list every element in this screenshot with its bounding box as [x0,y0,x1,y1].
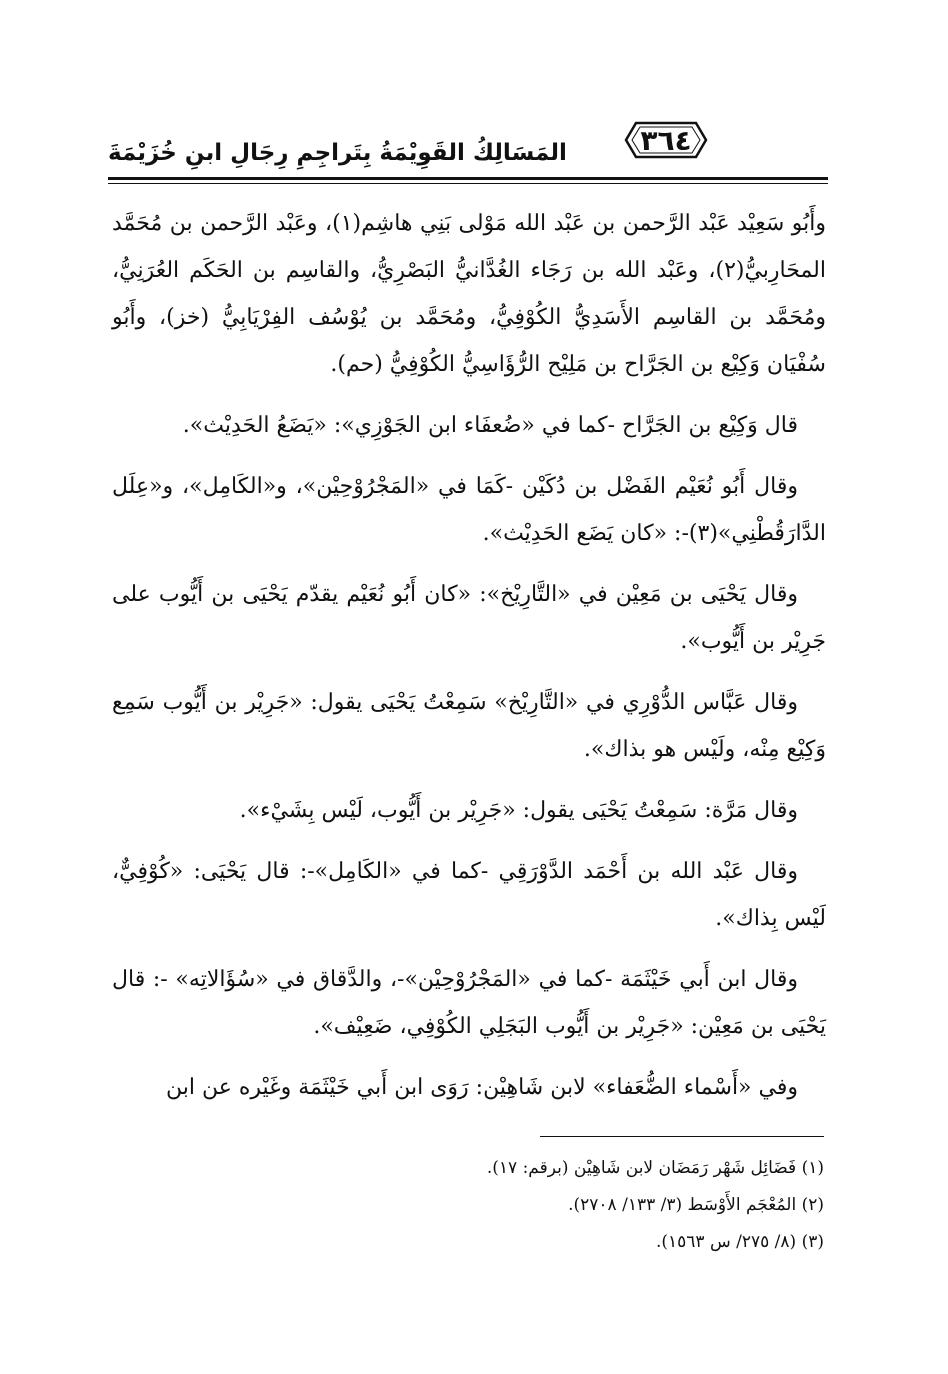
page-number-frame [624,120,708,160]
footnote-divider [540,1136,824,1137]
paragraph: وأَبُو سَعِيْد عَبْد الرَّحمن بن عَبْد الله مَوْلى بَنِي هاشِم(١)، وعَبْد الرَّحمن بن مُحَمَّد المحَارِبيُّ(٢)، وعَبْد الله بن رَجَاء الغُدَّانيُّ البَصْرِيُّ، والقاسِم بن الحَكَم العُرَنِيُّ، ومُحَمَّد بن القاسِم الأَسَدِيُّ الكُوْفِيُّ، ومُحَمَّد بن يُوْسُف الفِرْيَابِيُّ (خز)، وأَبُو سُفْيَان وَكِيْع بن الجَرَّاح بن مَلِيْح الرُّؤَاسِيُّ الكُوْفِيُّ (حم). [112,211,826,377]
header-rule [108,177,828,180]
footnote: (٢) المُعْجَم الأَوْسَط (٣/ ١٣٣/ ٢٧٠٨). [568,1195,824,1215]
page-header [108,118,828,180]
paragraph: قال وَكِيْع بن الجَرَّاح -كما في «ضُعفَاء ابن الجَوْزِي»: «يَضَعُ الحَدِيْث». [182,413,798,438]
paragraph: وقال يَحْيَى بن مَعِيْن في «التَّارِيْخ»: «كان أَبُو نُعَيْم يقدّم يَحْيَى بن أَيُّوب على جَرِيْر بن أَيُّوب». [112,582,826,654]
footnotes [400,1150,824,1261]
footnote: (١) فَضَائِل شَهْر رَمَضَان لابن شَاهِيْن (برقم: ١٧). [486,1158,824,1178]
main-text [112,200,826,1125]
running-title: المَسَالِكُ القَوِيْمَةُ بِتَراجِمِ رِجَالِ ابنِ خُزَيْمَةَ [108,140,567,166]
page-number: ٣٦٤ [640,123,692,157]
paragraph: وقال عَبْد الله بن أَحْمَد الدَّوْرَقِي -كما في «الكَامِل»-: قال يَحْيَى: «كُوْفِيٌّ، لَيْس بِذاك». [112,859,826,931]
paragraph: وفي «أَسْماء الضُّعَفاء» لابن شَاهِيْن: رَوَى ابن أَبي خَيْثَمَة وغَيْره عن ابن [166,1075,798,1100]
header-rule-thin [108,183,828,184]
paragraph: وقال أَبُو نُعَيْم الفَضْل بن دُكَيْن -كَمَا في «المَجْرُوْحِيْن»، و«الكَامِل»، و«عِلَل الدَّارَقُطْنِي»(٣)-: «كان يَضَع الحَدِيْث». [112,474,826,546]
footnote: (٣) (٨/ ٢٧٥/ س ١٥٦٣). [655,1232,824,1252]
paragraph: وقال مَرَّة: سَمِعْتُ يَحْيَى يقول: «جَرِيْر بن أَيُّوب، لَيْس بِشَيْء». [239,798,798,823]
paragraph: وقال ابن أَبي خَيْثَمَة -كما في «المَجْرُوْحِيْن»-، والدَّقاق في «سُؤَالاتِه» -: قال يَحْيَى بن مَعِيْن: «جَرِيْر بن أَيُّوب البَجَلِي الكُوْفِي، ضَعِيْف». [112,967,826,1039]
paragraph: وقال عَبَّاس الدُّوْرِي في «التَّارِيْخ» سَمِعْتُ يَحْيَى يقول: «جَرِيْر بن أَيُّوب سَمِع وَكِيْع مِنْه، ولَيْس هو بذاك». [112,690,826,762]
